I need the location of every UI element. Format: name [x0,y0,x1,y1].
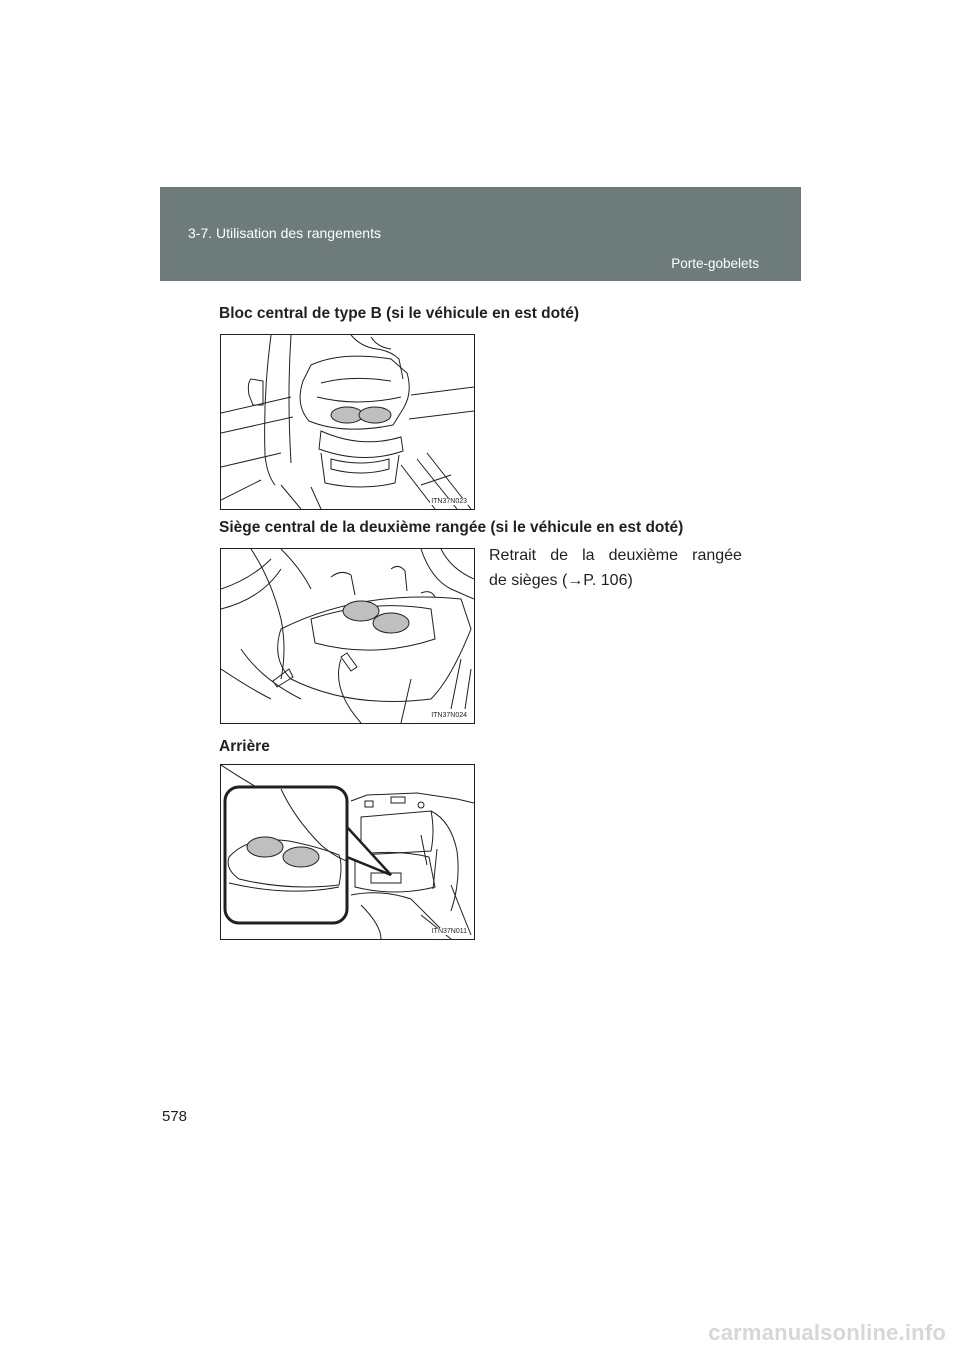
note-line-1 [489,543,742,568]
page-number: 578 [162,1108,188,1125]
note-word: rangée [692,547,742,564]
note-line-2: de sièges (→P. 106) [489,572,633,589]
figure-second-row-seat [220,548,475,724]
figure-code-3: ITN37N011 [431,928,467,935]
note-word: la [582,547,595,564]
note-word: Retrait [489,547,537,564]
watermark: carmanualsonline.info [708,1320,946,1345]
note-word: deuxième [608,547,679,564]
figure-code-1: ITN37N023 [431,498,467,505]
figure-rear [220,764,475,940]
figure-code-2: ITN37N024 [431,712,467,719]
section-title: 3-7. Utilisation des rangements [188,225,381,241]
note-word: de [550,547,569,564]
heading-center-console-type-b: Bloc central de type B (si le véhicule en est doté) [219,305,580,322]
figure-center-console [220,334,475,510]
topic-title: Porte-gobelets [671,256,759,271]
header-band [160,187,801,281]
note-text [489,543,742,593]
heading-second-row-center-seat: Siège central de la deuxième rangée (si le véhicule en est doté) [219,519,684,536]
heading-rear: Arrière [219,738,270,755]
